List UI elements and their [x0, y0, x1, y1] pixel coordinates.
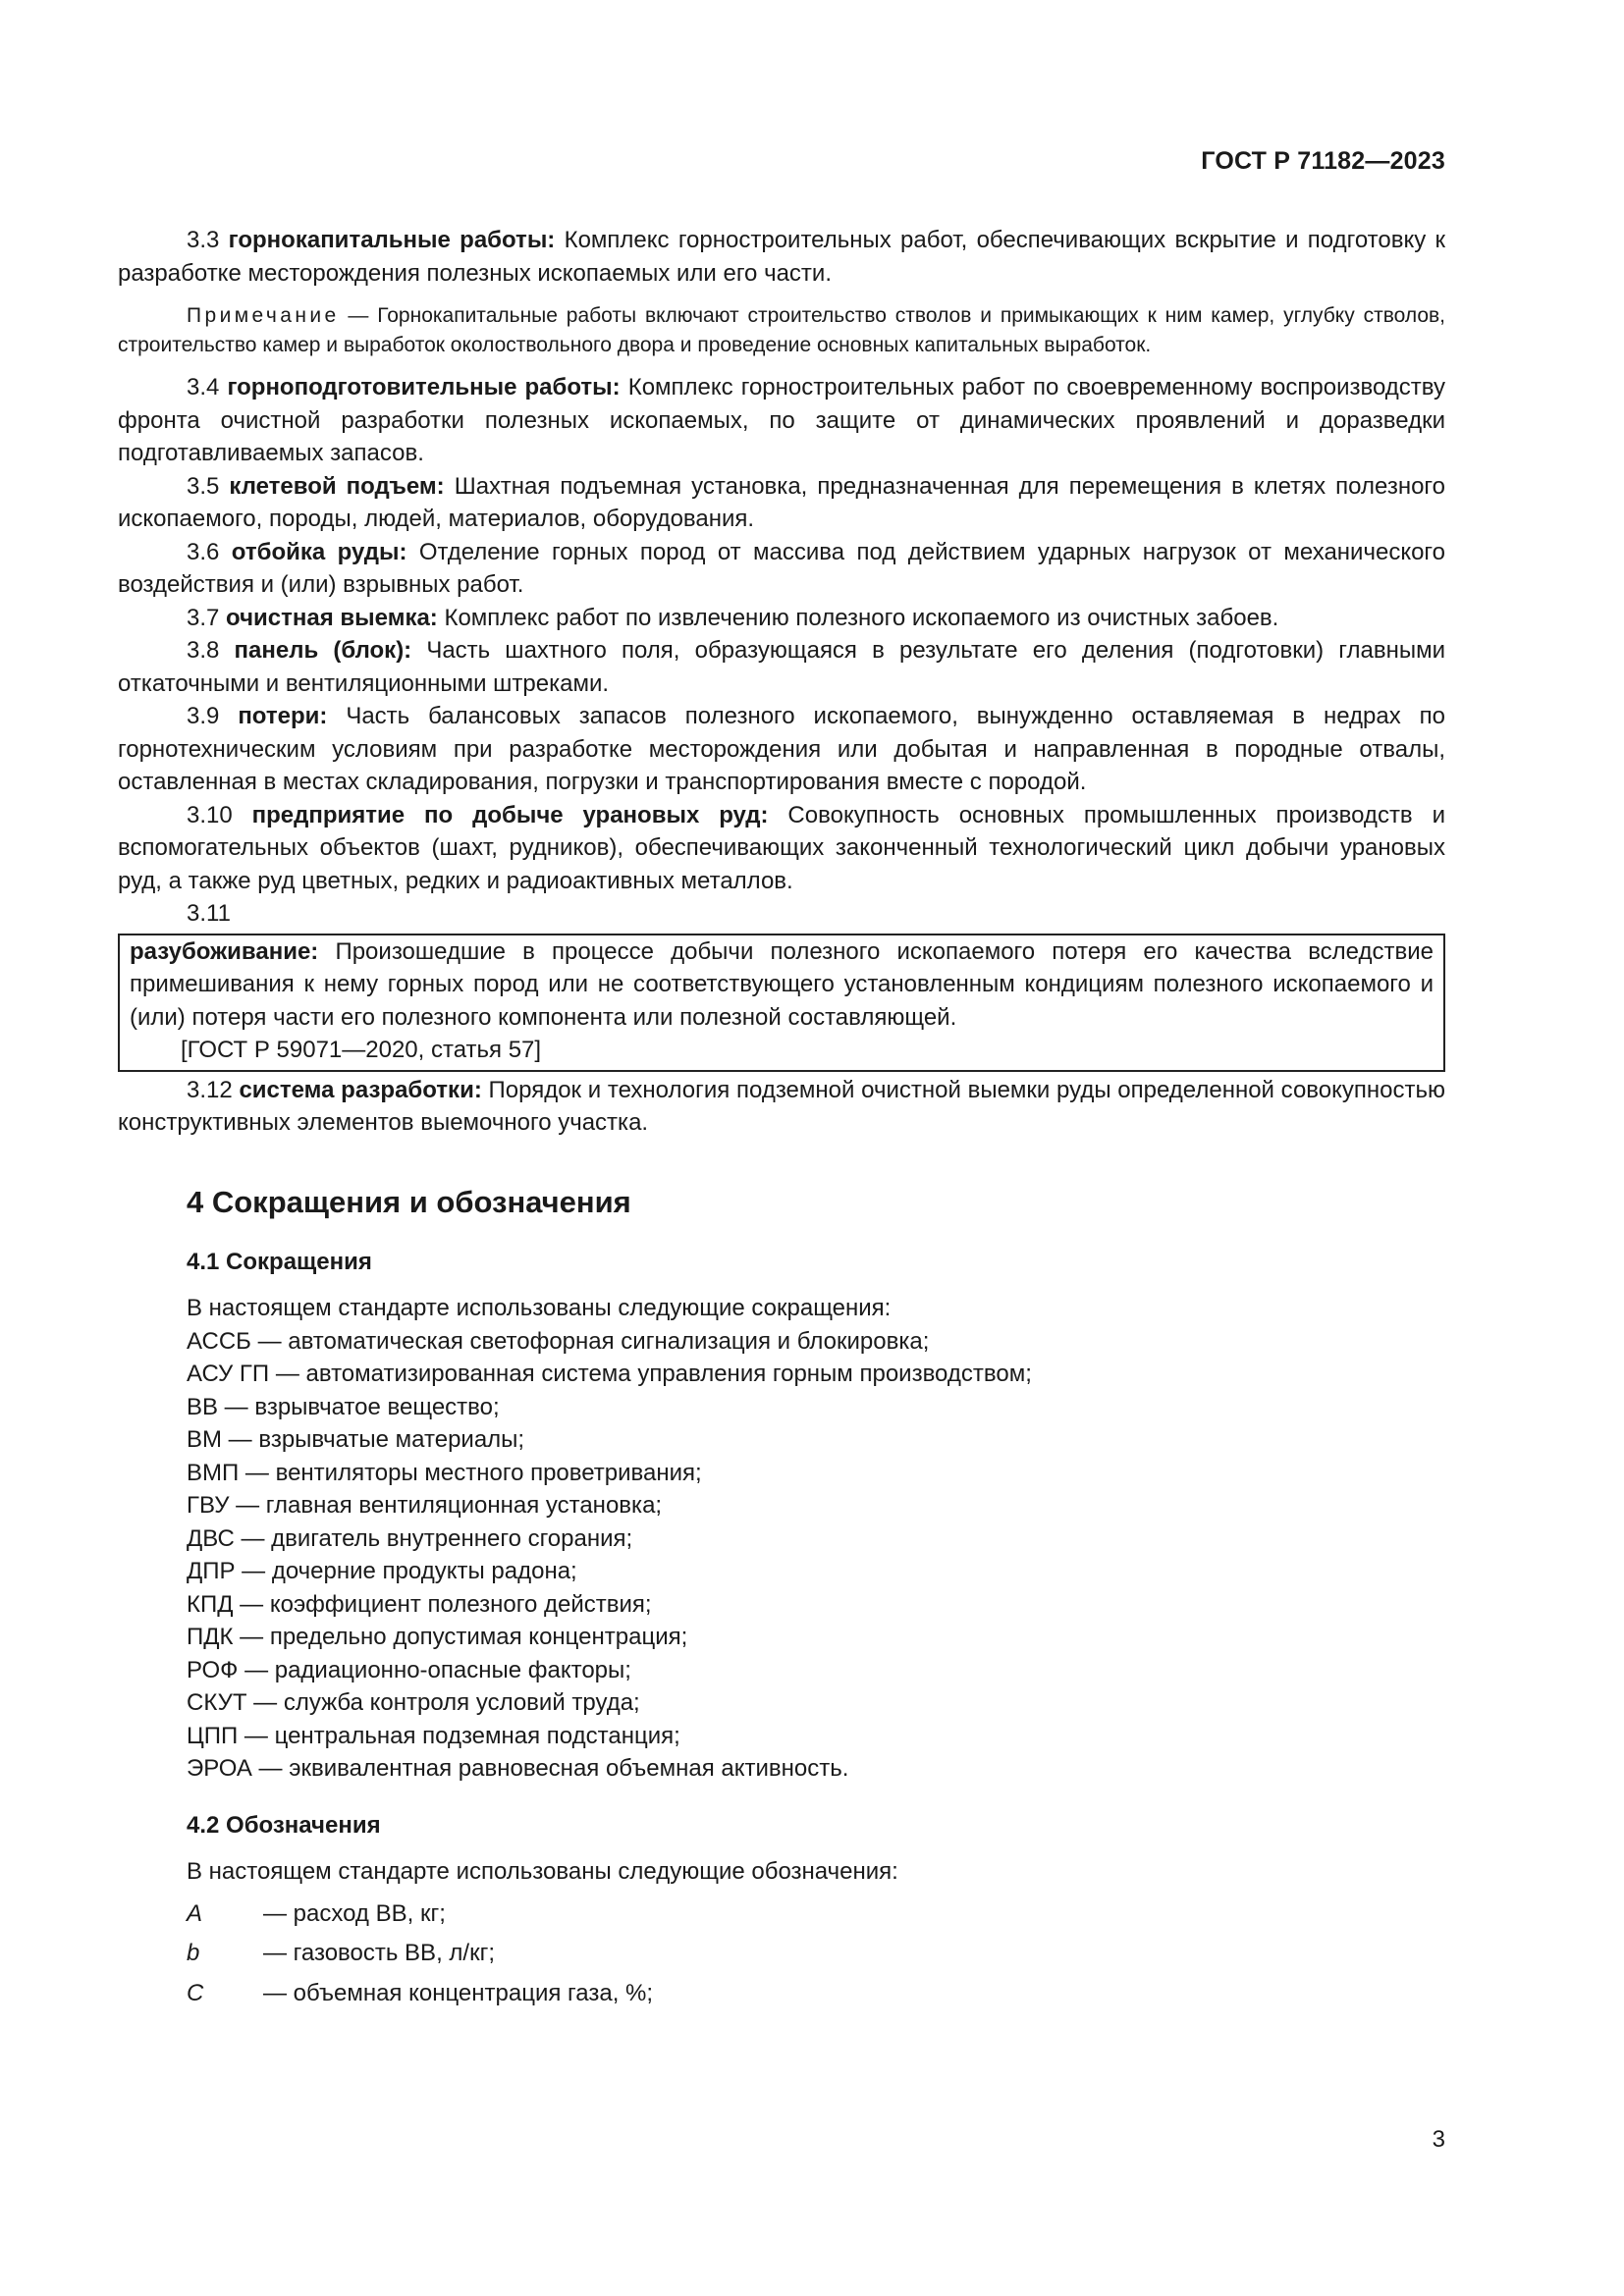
symbol-row: [118, 1974, 1445, 2014]
term-number: 3.3: [187, 227, 220, 253]
section-4-1-title: 4.1 Сокращения: [187, 1248, 372, 1275]
abbreviations-list: [118, 1292, 1445, 1786]
abbreviation-item: ЭРОА — эквивалентная равновесная объемная активность.: [187, 1755, 849, 1782]
term-definition: Комплекс горностроительных работ по своевременному воспроизводству фронта очистной разработки полезных ископаемых, по защите от динамических проявлений и доразведки подготавливаемых запасов.: [118, 374, 1445, 466]
boxed-term-definition: [118, 934, 1445, 1072]
boxed-term-source: [ГОСТ Р 59071—2020, статья 57]: [181, 1037, 542, 1063]
term-entry: [118, 634, 1445, 700]
boxed-term-number: 3.11: [187, 900, 231, 927]
page-number: 3: [1432, 2126, 1445, 2153]
term-name: панель (блок):: [234, 637, 412, 664]
term-number: 3.9: [187, 703, 220, 729]
terms-group-b: [118, 371, 1445, 897]
document-code-header: ГОСТ Р 71182—2023: [1201, 147, 1445, 175]
term-number: 3.10: [187, 801, 233, 828]
abbreviation-item: КПД — коэффициент полезного действия;: [187, 1590, 652, 1618]
symbol-row: [118, 1934, 1445, 1974]
boxed-term-text: [130, 935, 1434, 1035]
term-name: система разработки:: [239, 1076, 482, 1103]
symbol-description: — газовость ВВ, л/кг;: [263, 1940, 495, 1966]
term-name: предприятие по добыче урановых руд:: [251, 801, 769, 828]
abbreviation-item: ГВУ — главная вентиляционная установка;: [187, 1492, 663, 1519]
term-definition: Отделение горных пород от массива под действием ударных нагрузок от механического воздействия и (или) взрывных работ.: [118, 538, 1446, 598]
document-body: [118, 224, 1445, 2013]
abbreviation-item: ВВ — взрывчатое вещество;: [187, 1393, 500, 1420]
term-number: 3.5: [187, 472, 220, 500]
term-name: потери:: [238, 703, 328, 729]
term-name: горноподготовительные работы:: [227, 374, 621, 400]
term-name: очистная выемка:: [226, 604, 438, 631]
symbol: A: [187, 1899, 203, 1927]
term-definition: Часть шахтного поля, образующаяся в результате его деления (подготовки) главными откаточными и вентиляционными штреками.: [118, 637, 1445, 697]
term-number: 3.8: [187, 637, 220, 664]
symbols-list: [118, 1895, 1445, 2014]
boxed-term-name: разубоживание:: [130, 937, 319, 965]
symbols-intro: В настоящем стандарте использованы следующие обозначения:: [187, 1858, 898, 1885]
term-name: горнокапитальные работы:: [228, 227, 556, 253]
term-name: клетевой подъем:: [229, 472, 445, 500]
abbreviation-items: [187, 1325, 1445, 1786]
abbreviation-item: ВМП — вентиляторы местного проветривания;: [187, 1459, 702, 1486]
term-number: 3.7: [187, 604, 220, 631]
terms-group-a: [118, 224, 1445, 290]
abbreviation-item: ЦПП — центральная подземная подстанция;: [187, 1722, 680, 1749]
term-entry: [118, 1074, 1445, 1140]
note-text: — Горнокапитальные работы включают строительство стволов и примыкающих к ним камер, углубку стволов, строительство камер и выработок околоствольного двора и проведение основных капитальных выработок.: [118, 304, 1445, 356]
term-definition: Совокупность основных промышленных производств и вспомогательных объектов (шахт, рудников), обеспечивающих законченный технологический цикл добычи урановых руд, а также руд цветных, редких и радиоактивных металлов.: [118, 801, 1445, 894]
abbreviation-item: ДПР — дочерние продукты радона;: [187, 1558, 577, 1584]
term-entry: [118, 700, 1445, 799]
term-number: 3.6: [187, 538, 220, 565]
term-definition: Шахтная подъемная установка, предназначенная для перемещения в клетях полезного ископаемого, породы, людей, материалов, оборудования.: [118, 472, 1446, 532]
term-definition: Комплекс горностроительных работ, обеспечивающих вскрытие и подготовку к разработке месторождения полезных ископаемых или его части.: [118, 227, 1446, 287]
term-definition: Порядок и технология подземной очистной выемки руды определенной совокупностью конструктивных элементов выемочного участка.: [118, 1076, 1445, 1136]
note-label: Примечание: [187, 304, 340, 327]
term-number: 3.4: [187, 374, 220, 400]
abbreviation-item: ВМ — взрывчатые материалы;: [187, 1426, 525, 1453]
abbreviation-item: АСУ ГП — автоматизированная система управления горным производством;: [187, 1361, 1032, 1387]
note-paragraph: [118, 301, 1445, 359]
abbreviation-item: СКУТ — служба контроля условий труда;: [187, 1689, 640, 1716]
abbreviation-item: ПДК — предельно допустимая концентрация;: [187, 1624, 688, 1650]
symbol: b: [187, 1940, 200, 1966]
symbol: C: [187, 1979, 204, 2006]
section-4-title: 4 Сокращения и обозначения: [187, 1184, 631, 1219]
symbol-row: [118, 1895, 1445, 1935]
term-number: 3.12: [187, 1076, 233, 1103]
abbreviations-intro: В настоящем стандарте использованы следующие сокращения:: [187, 1295, 892, 1321]
symbol-description: — расход ВВ, кг;: [263, 1899, 446, 1927]
symbol-description: — объемная концентрация газа, %;: [263, 1979, 654, 2006]
term-entry: [118, 799, 1445, 898]
term-entry: [118, 371, 1445, 470]
term-name: отбойка руды:: [231, 538, 407, 565]
terms-group-c: [118, 1074, 1445, 1140]
abbreviation-item: РОФ — радиационно-опасные факторы;: [187, 1656, 631, 1683]
section-4-2-title: 4.2 Обозначения: [187, 1811, 381, 1839]
term-definition: Комплекс работ по извлечению полезного ископаемого из очистных забоев.: [437, 604, 1279, 631]
abbreviation-item: ДВС — двигатель внутреннего сгорания;: [187, 1524, 633, 1552]
abbreviation-item: АССБ — автоматическая светофорная сигнализация и блокировка;: [187, 1327, 930, 1355]
term-entry: [118, 470, 1445, 536]
boxed-term-body: Произошедшие в процессе добычи полезного ископаемого потеря его качества вследствие примешивания к нему горных пород или не соответствующего установленным кондициям полезного ископаемого и (или) потеря части его полезного компонента или полезной составляющей.: [130, 937, 1434, 1031]
term-entry: [118, 224, 1445, 290]
term-definition: Часть балансовых запасов полезного ископаемого, вынужденно оставляемая в недрах по горнотехническим условиям при разработке месторождения или добытая и направленная в породные отвалы, оставленная в местах складирования, погрузки и транспортирования вместе с породой.: [118, 703, 1445, 795]
term-entry: [118, 602, 1445, 635]
term-entry: [118, 536, 1445, 602]
